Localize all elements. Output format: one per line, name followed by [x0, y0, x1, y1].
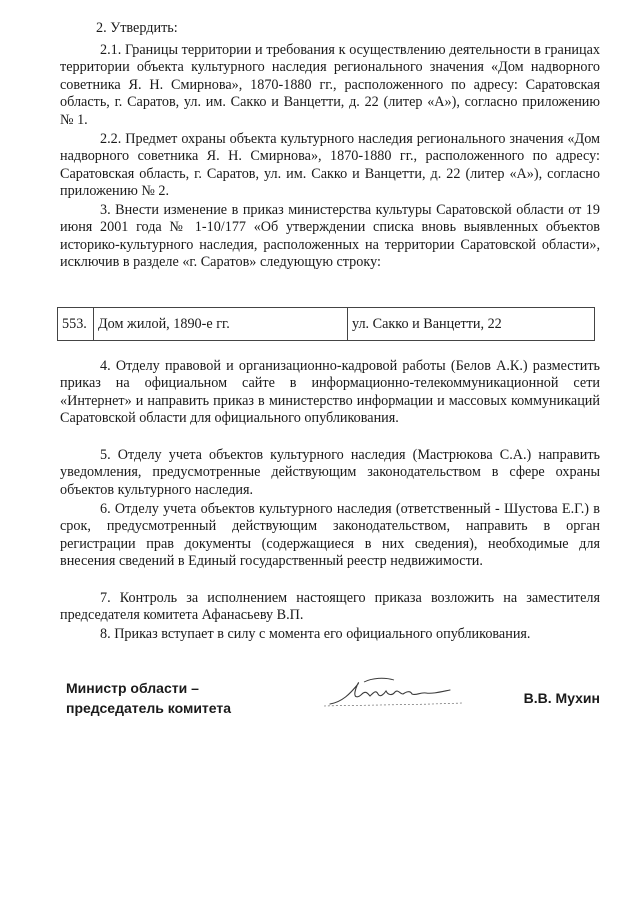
item-2: 2. Утвердить:	[96, 20, 178, 36]
item-8: 8. Приказ вступает в силу с момента его официального опубликования.	[100, 626, 531, 642]
table-cell-address: ул. Сакко и Ванцетти, 22	[352, 316, 502, 332]
signatory-title	[66, 678, 231, 718]
table-cell-name: Дом жилой, 1890-е гг.	[94, 308, 348, 340]
signatory-title-line2: председатель комитета	[66, 700, 232, 716]
item-2-1: 2.1. Границы территории и требования к осуществлению деятельности в границах территории объекта культурного наследия регионального значения «Дом надворного советника Я. Н. Смирнова», 1870-1880 гг., расположенного по адресу: Саратовская область, г. Саратов, ул. им. Сакко и Ванцетти, д. 22 (литер «А»), согласно приложению № 1.	[60, 42, 600, 128]
table-cell-number: 553.	[58, 308, 94, 340]
item-6: 6. Отделу учета объектов культурного наследия (ответственный - Шустова Е.Г.) в срок, предусмотренный действующим законодательством, направить в орган регистрации прав документы (содержащиеся в них сведения), необходимые для внесения сведений в Единый государственный реестр недвижимости.	[60, 501, 600, 570]
item-5: 5. Отделу учета объектов культурного наследия (Мастрюкова С.А.) направить уведомления, предусмотренные действующим законодательством в сфере охраны объектов культурного наследия.	[60, 447, 600, 498]
item-2-2: 2.2. Предмет охраны объекта культурного наследия регионального значения «Дом надворного советника Я. Н. Смирнова», 1870-1880 гг., расположенного по адресу: Саратовская область, г. Саратов, ул. им. Сакко и Ванцетти, д. 22 (литер «А»), согласно приложению № 2.	[60, 131, 600, 200]
signatory-title-line1: Министр области –	[66, 680, 199, 696]
signatory-name: В.В. Мухин	[523, 690, 600, 706]
handwritten-signature	[322, 672, 472, 714]
excluded-row-table	[57, 307, 595, 341]
item-4: 4. Отделу правовой и организационно-кадровой работы (Белов А.К.) разместить приказ на официальном сайте в информационно-телекоммуникационной сети «Интернет» и направить приказ в министерство информации и массовых коммуникаций Саратовской области для официального опубликования.	[60, 358, 600, 427]
item-7: 7. Контроль за исполнением настоящего приказа возложить на заместителя председателя комитета Афанасьеву В.П.	[60, 590, 600, 624]
item-3: 3. Внести изменение в приказ министерства культуры Саратовской области от 19 июня 2001 года № 1-10/177 «Об утверждении списка вновь выявленных объектов историко-культурного наследия, расположенных на территории Саратовской области», исключив в разделе «г. Саратов» следующую строку:	[60, 202, 600, 271]
